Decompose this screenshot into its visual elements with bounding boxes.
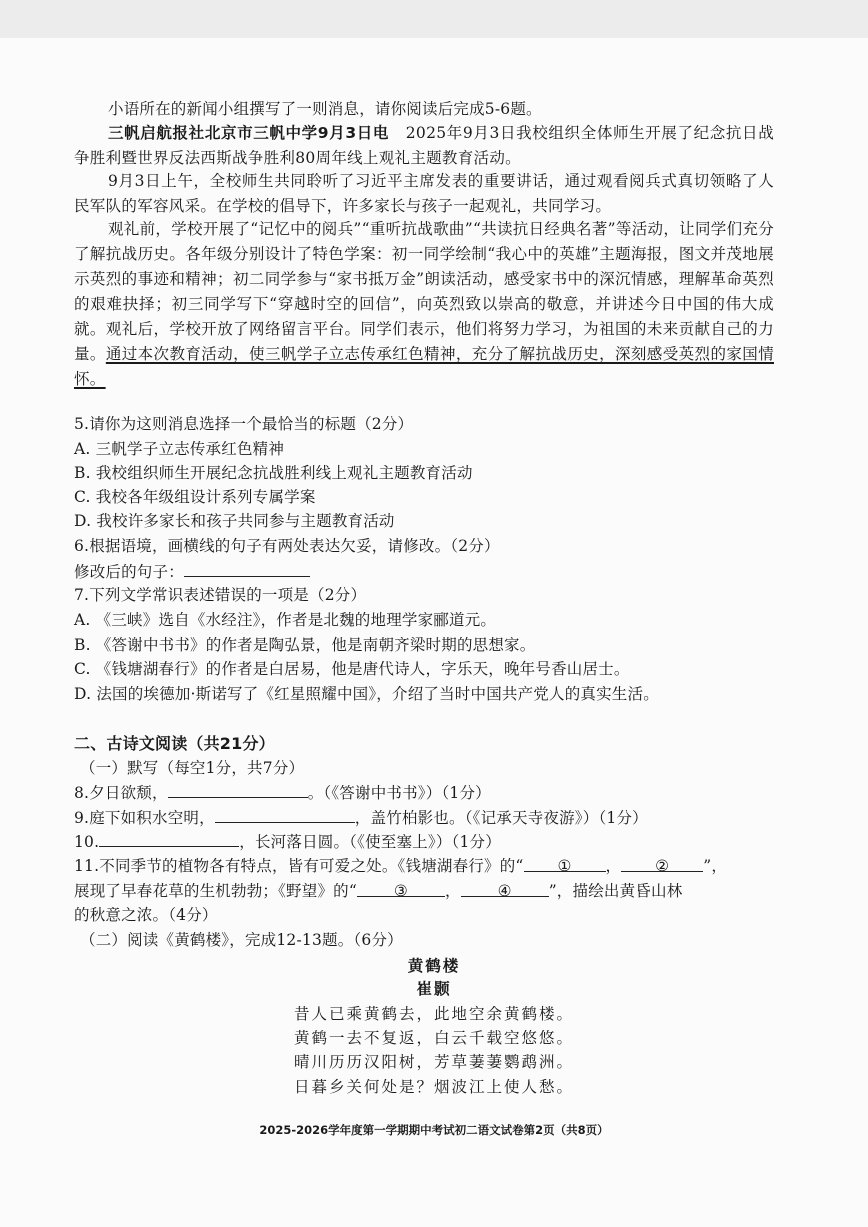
news-lead: 2025年9月3日我校组织全体师生开展了纪念抗日战争胜利暨世界反法西斯战争胜利80周年线上观礼主题教育活动。 xyxy=(74,124,774,167)
question-11-blank-3[interactable]: ③ xyxy=(357,880,445,897)
question-6-stem: 6.根据语境，画横线的句子有两处表达欠妥，请修改。（2分） xyxy=(74,537,500,555)
news-dateline: 三帆启航报社北京市三帆中学9月3日电 xyxy=(108,124,390,142)
question-11-text: 11.不同季节的植物各有特点，皆有可爱之处。《钱塘湖春行》的“ xyxy=(74,857,524,875)
question-9-blank[interactable] xyxy=(215,806,355,823)
question-7-stem: 7.下列文学常识表述错误的一项是（2分） xyxy=(74,586,367,604)
section-2-part-2: （二）阅读《黄鹤楼》，完成12-13题。（6分） xyxy=(80,931,403,949)
poem-line-2: 黄鹤一去不复返，白云千载空悠悠。 xyxy=(293,1029,574,1047)
question-9 xyxy=(74,806,648,829)
question-11-blank-4[interactable]: ④ xyxy=(461,880,549,897)
section-2-part-1: （一）默写（每空1分，共7分） xyxy=(80,759,305,777)
poem-line-1: 昔人已乘黄鹤去，此地空余黄鹤楼。 xyxy=(293,1005,574,1023)
answer-blank[interactable] xyxy=(184,560,310,577)
question-9-text: 9.庭下如积水空明， xyxy=(74,809,215,827)
underlined-sentence: 通过本次教育活动，使三帆学子立志传承红色精神，充分了解抗战历史，深刻感受英烈的家国情怀。 xyxy=(74,345,774,388)
question-10 xyxy=(74,830,501,853)
question-8-text: 8.夕日欲颓， xyxy=(74,784,168,802)
question-10-blank[interactable] xyxy=(99,830,239,847)
question-11-blank-1[interactable]: ① xyxy=(524,855,606,872)
question-6-answer xyxy=(74,560,310,583)
comma: ， xyxy=(444,882,461,900)
question-5-option-a: A. 三帆学子立志传承红色精神 xyxy=(74,440,285,458)
question-10-source: ，长河落日圆。（《使至塞上》）（1分） xyxy=(239,833,501,851)
news-body: 观礼前，学校开展了“记忆中的阅兵”“重听抗战歌曲”“共读抗日经典名著”等活动，让同学们充分了解抗战历史。各年级分别设计了特色学案：初一同学绘制“我心中的英雄”主题海报，图文并茂地展示英烈的事迹和精神；初二同学参与“家书抵万金”朗读活动，感受家书中的深沉情感，理解革命英烈的艰难抉择；初三同学写下“穿越时空的回信”，向英烈致以崇高的敬意，并讲述今日中国的伟大成就。观礼后，学校开放了网络留言平台。同学们表示，他们将努力学习，为祖国的未来贡献自己的力量。 xyxy=(74,220,774,363)
poem-line-3: 晴川历历汉阳树，芳草萋萋鹦鹉洲。 xyxy=(293,1053,574,1071)
scan-top-margin xyxy=(0,0,868,38)
question-9-source: ，盖竹柏影也。（《记承天寺夜游》）（1分） xyxy=(354,809,648,827)
question-11-line-1 xyxy=(74,855,727,877)
question-5-option-c: C. 我校各年级组设计系列专属学案 xyxy=(74,488,316,506)
poem-author: 崔颢 xyxy=(416,980,452,998)
section-2-title: 二、古诗文阅读（共21分） xyxy=(74,734,275,753)
answer-label: 修改后的句子： xyxy=(74,563,184,581)
question-11-line-2 xyxy=(74,880,682,902)
question-8 xyxy=(74,781,491,804)
question-7-option-d: D. 法国的埃德加·斯诺写了《红星照耀中国》，介绍了当时中国共产党人的真实生活。 xyxy=(74,685,659,703)
poem-title: 黄鹤楼 xyxy=(407,957,461,975)
question-5-stem: 5.请你为这则消息选择一个最恰当的标题（2分） xyxy=(74,415,414,433)
news-paragraph-2: 9月3日上午，全校师生共同聆听了习近平主席发表的重要讲话，通过观看阅兵式真切领略了人民军队的军容风采。在学校的倡导下，许多家长与孩子一起观礼，共同学习。 xyxy=(74,172,774,215)
question-8-source: 。（《答谢中书书》）（1分） xyxy=(307,784,491,802)
question-8-blank[interactable] xyxy=(168,781,308,798)
question-11-line-3: 的秋意之浓。（4分） xyxy=(74,906,218,924)
question-11-text-2: 展现了早春花草的生机勃勃；《野望》的“ xyxy=(74,882,357,900)
comma: ， xyxy=(605,857,622,875)
question-5-option-d: D. 我校许多家长和孩子共同参与主题教育活动 xyxy=(74,512,395,530)
question-10-number: 10. xyxy=(74,833,100,851)
passage-intro: 小语所在的新闻小组撰写了一则消息，请你阅读后完成5-6题。 xyxy=(108,100,542,118)
close-quote: ”， xyxy=(703,857,728,875)
news-paragraph-3 xyxy=(74,217,774,392)
poem-line-4: 日暮乡关何处是？烟波江上使人愁。 xyxy=(293,1078,574,1096)
page-footer: 2025-2026学年度第一学期期中考试初二语文试卷第2页（共8页） xyxy=(259,1123,609,1137)
news-paragraph-1 xyxy=(74,121,774,171)
question-7-option-c: C. 《钱塘湖春行》的作者是白居易，他是唐代诗人，字乐天，晚年号香山居士。 xyxy=(74,660,630,678)
question-7-option-b: B. 《答谢中书书》的作者是陶弘景，他是南朝齐梁时期的思想家。 xyxy=(74,636,536,654)
question-5-option-b: B. 我校组织师生开展纪念抗战胜利线上观礼主题教育活动 xyxy=(74,464,473,482)
question-7-option-a: A. 《三峡》选自《水经注》，作者是北魏的地理学家郦道元。 xyxy=(74,611,497,629)
question-11-blank-2[interactable]: ② xyxy=(621,855,703,872)
question-11-text-3: ”，描绘出黄昏山林 xyxy=(548,882,683,900)
